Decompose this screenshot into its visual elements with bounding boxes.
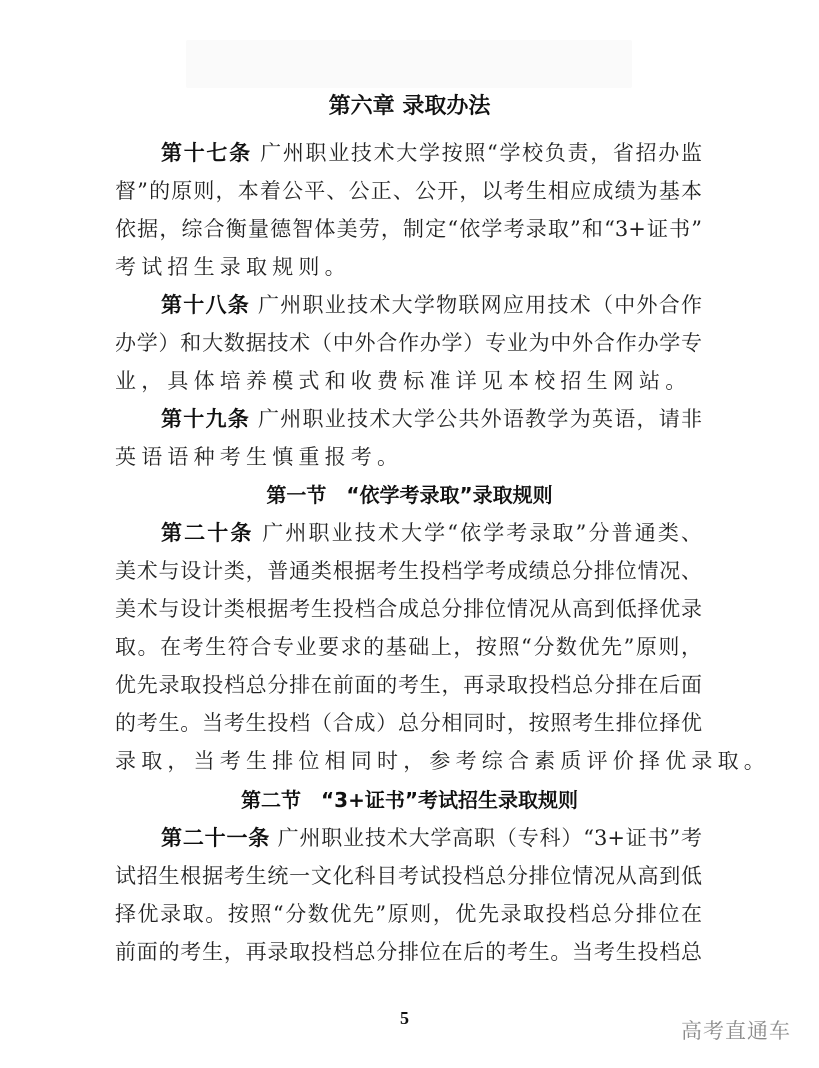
article-18-line-3: 业，具体培养模式和收费标准详见本校招生网站。 [115, 369, 692, 393]
article-20-line-1: 第二十条 广州职业技术大学“依学考录取”分普通类、 [161, 521, 702, 545]
article-19-line-1: 第十九条 广州职业技术大学公共外语教学为英语，请非 [161, 407, 703, 431]
watermark-text: 高考直通车 [681, 1019, 791, 1043]
faded-header-band [186, 40, 632, 88]
chapter-title: 第六章 录取办法 [328, 94, 491, 119]
article-21-line-3: 择优录取。按照“分数优先”原则，优先录取投档总分排位在 [115, 902, 702, 926]
article-18-line-2: 办学）和大数据技术（中外合作办学）专业为中外合作办学专 [115, 331, 702, 355]
article-18-line-1: 第十八条 广州职业技术大学物联网应用技术（中外合作 [161, 293, 703, 317]
article-17-line-1: 第十七条 广州职业技术大学按照“学校负责，省招办监 [161, 141, 702, 165]
article-18-label: 第十八条 [161, 293, 251, 317]
article-20-line-2: 美术与设计类，普通类根据考生投档学考成绩总分排位情况、 [115, 559, 702, 583]
article-19-line-2: 英语语种考生慎重报考。 [115, 445, 404, 469]
article-20-line-5: 优先录取投档总分排在前面的考生，再录取投档总分排在后面 [115, 673, 702, 697]
page-number: 5 [400, 1008, 409, 1028]
article-20-label: 第二十条 [161, 521, 254, 545]
article-20-line-6: 的考生。当考生投档（合成）总分相同时，按照考生排位择优 [115, 711, 702, 735]
article-21-line-2: 试招生根据考生统一文化科目考试投档总分排位情况从高到低 [115, 864, 702, 888]
section-2-title: 第二节 “3+证书”考试招生录取规则 [241, 788, 578, 812]
article-20-line-7: 录取，当考生排位相同时，参考综合素质评价择优录取。 [115, 749, 770, 773]
article-17-line-3: 依据，综合衡量德智体美劳，制定“依学考录取”和“3+证书” [115, 217, 702, 241]
article-20-line-4: 取。在考生符合专业要求的基础上，按照“分数优先”原则， [115, 635, 702, 659]
article-17-label: 第十七条 [161, 141, 252, 165]
article-17-line-4: 考试招生录取规则。 [115, 255, 351, 279]
article-19-label: 第十九条 [161, 407, 251, 431]
article-20-line-3: 美术与设计类根据考生投档合成总分排位情况从高到低择优录 [115, 597, 702, 621]
article-21-line-1: 第二十一条 广州职业技术大学高职（专科）“3+证书”考 [161, 826, 702, 850]
article-21-label: 第二十一条 [161, 826, 271, 850]
article-17-line-2: 督”的原则，本着公平、公正、公开，以考生相应成绩为基本 [115, 179, 702, 203]
article-21-line-4: 前面的考生，再录取投档总分排位在后的考生。当考生投档总 [115, 940, 702, 964]
section-1-title: 第一节 “依学考录取”录取规则 [266, 483, 553, 507]
